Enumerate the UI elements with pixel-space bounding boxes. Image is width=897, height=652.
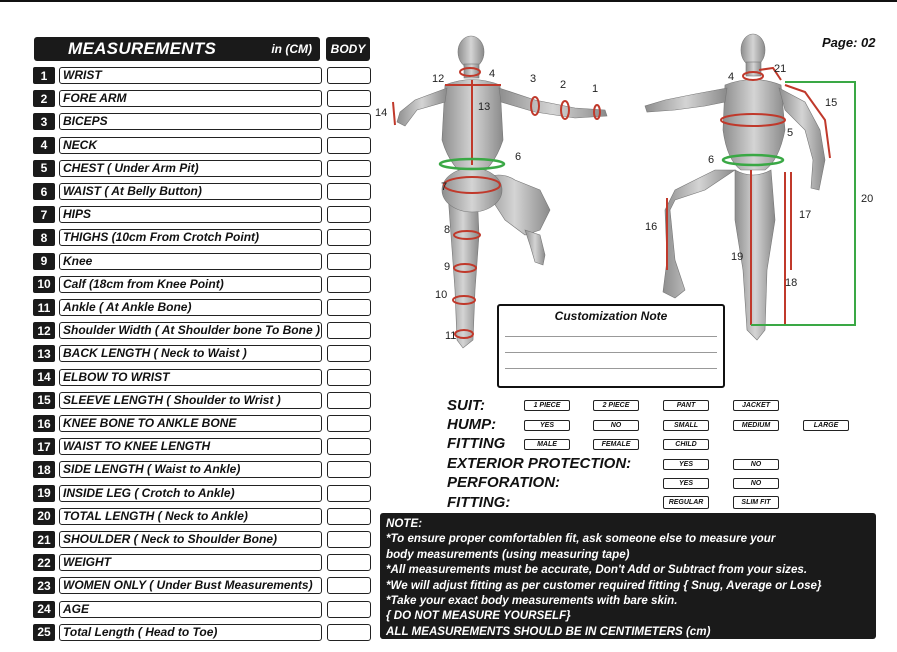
body-value-field[interactable] <box>327 415 371 432</box>
measurement-row <box>33 461 371 479</box>
body-value-field[interactable] <box>327 461 371 478</box>
fitting-option-regular[interactable]: REGULAR <box>663 496 709 509</box>
row-label: SIDE LENGTH ( Waist to Ankle) <box>59 461 322 478</box>
body-column-header: BODY <box>326 37 370 61</box>
measurement-row <box>33 276 371 294</box>
measurement-row <box>33 601 371 619</box>
fig-label: 8 <box>444 224 451 236</box>
body-value-field[interactable] <box>327 90 371 107</box>
row-label: BACK LENGTH ( Neck to Waist ) <box>59 345 322 362</box>
measurement-row <box>33 577 371 595</box>
row-number: 21 <box>33 531 55 548</box>
hump-option-small[interactable]: SMALL <box>663 420 709 431</box>
row-label: HIPS <box>59 206 322 223</box>
body-value-field[interactable] <box>327 229 371 246</box>
row-label: CHEST ( Under Arm Pit) <box>59 160 322 177</box>
row-label: TOTAL LENGTH ( Neck to Ankle) <box>59 508 322 525</box>
measurement-row <box>33 369 371 387</box>
row-number: 2 <box>33 90 55 107</box>
measurement-row <box>33 624 371 642</box>
exterior-option-yes[interactable]: YES <box>663 459 709 470</box>
body-value-field[interactable] <box>327 554 371 571</box>
fig-label: 12 <box>432 73 445 85</box>
row-label: Total Length ( Head to Toe) <box>59 624 322 641</box>
fitting-style-label: FITTING: <box>447 494 511 511</box>
fitting-option-female[interactable]: FEMALE <box>593 439 639 450</box>
fig-label: 6 <box>708 154 715 166</box>
body-value-field[interactable] <box>327 206 371 223</box>
measurement-row <box>33 299 371 317</box>
fig-label: 15 <box>825 97 838 109</box>
row-label: WAIST TO KNEE LENGTH <box>59 438 322 455</box>
header-title: MEASUREMENTS <box>68 39 217 58</box>
row-label: WEIGHT <box>59 554 322 571</box>
fig-label: 9 <box>444 261 451 273</box>
body-value-field[interactable] <box>327 67 371 84</box>
row-number: 6 <box>33 183 55 200</box>
exterior-protection-label: EXTERIOR PROTECTION: <box>447 455 632 472</box>
fig-label: 19 <box>731 251 744 263</box>
perforation-option-yes[interactable]: YES <box>663 478 709 489</box>
row-number: 9 <box>33 253 55 270</box>
row-label: Calf (18cm from Knee Point) <box>59 276 322 293</box>
measurement-row <box>33 322 371 340</box>
fig-label: 21 <box>774 63 787 75</box>
hump-option-no[interactable]: NO <box>593 420 639 431</box>
row-number: 15 <box>33 392 55 409</box>
body-value-field[interactable] <box>327 276 371 293</box>
page-number: Page: 02 <box>822 35 876 50</box>
back-view-figure <box>397 36 607 348</box>
row-number: 18 <box>33 461 55 478</box>
body-value-field[interactable] <box>327 253 371 270</box>
fig-label: 10 <box>435 289 448 301</box>
suit-option-jacket[interactable]: JACKET <box>733 400 779 411</box>
row-label: WAIST ( At Belly Button) <box>59 183 322 200</box>
row-number: 8 <box>33 229 55 246</box>
row-label: FORE ARM <box>59 90 322 107</box>
top-rule <box>0 0 897 2</box>
row-number: 13 <box>33 345 55 362</box>
measurement-row <box>33 485 371 503</box>
body-value-field[interactable] <box>327 624 371 641</box>
fitting-label: FITTING <box>447 435 506 452</box>
measurement-row <box>33 438 371 456</box>
row-label: WRIST <box>59 67 322 84</box>
fig-label: 17 <box>799 209 812 221</box>
perforation-option-no[interactable]: NO <box>733 478 779 489</box>
body-value-field[interactable] <box>327 485 371 502</box>
body-value-field[interactable] <box>327 508 371 525</box>
front-view-figure <box>645 34 825 340</box>
fig-label: 4 <box>489 68 496 80</box>
note-line-5: *Take your exact body measurements with bare skin. <box>386 594 678 608</box>
note-line-0: NOTE: <box>386 517 423 530</box>
row-number: 7 <box>33 206 55 223</box>
fig-label: 5 <box>787 127 794 139</box>
row-label: INSIDE LEG ( Crotch to Ankle) <box>59 485 322 502</box>
row-number: 10 <box>33 276 55 293</box>
row-number: 3 <box>33 113 55 130</box>
row-number: 4 <box>33 137 55 154</box>
row-number: 22 <box>33 554 55 571</box>
fitting-option-child[interactable]: CHILD <box>663 439 709 450</box>
row-label: THIGHS (10cm From Crotch Point) <box>59 229 322 246</box>
measurement-row <box>33 67 371 85</box>
measurement-row <box>33 253 371 271</box>
fig-label: 13 <box>478 101 491 113</box>
row-label: BICEPS <box>59 113 322 130</box>
fitting-option-slim[interactable]: SLIM FIT <box>733 496 779 509</box>
body-value-field[interactable] <box>327 160 371 177</box>
measurement-row <box>33 392 371 410</box>
fig-label: 11 <box>445 330 457 342</box>
measurement-row <box>33 554 371 572</box>
hump-option-large[interactable]: LARGE <box>803 420 849 431</box>
row-number: 12 <box>33 322 55 339</box>
fig-label: 16 <box>645 221 658 233</box>
measurement-row <box>33 206 371 224</box>
row-number: 5 <box>33 160 55 177</box>
body-value-field[interactable] <box>327 369 371 386</box>
hump-option-medium[interactable]: MEDIUM <box>733 420 779 431</box>
exterior-option-no[interactable]: NO <box>733 459 779 470</box>
fig-label: 7 <box>441 181 448 193</box>
row-number: 25 <box>33 624 55 641</box>
row-number: 19 <box>33 485 55 502</box>
fig-label: 6 <box>515 151 522 163</box>
row-number: 16 <box>33 415 55 432</box>
row-number: 17 <box>33 438 55 455</box>
body-value-field[interactable] <box>327 392 371 409</box>
body-value-field[interactable] <box>327 438 371 455</box>
row-label: NECK <box>59 137 322 154</box>
measurement-row <box>33 345 371 363</box>
row-label: Ankle ( At Ankle Bone) <box>59 299 322 316</box>
measurement-row <box>33 137 371 155</box>
measurement-row <box>33 508 371 526</box>
fig-label: 3 <box>530 73 537 85</box>
row-label: WOMEN ONLY ( Under Bust Measurements) <box>59 577 322 594</box>
perforation-label: PERFORATION: <box>447 474 561 491</box>
customization-note-box[interactable] <box>497 304 725 388</box>
fig-label: 4 <box>728 71 735 83</box>
fitting-option-male[interactable]: MALE <box>524 439 570 450</box>
hump-option-yes[interactable]: YES <box>524 420 570 431</box>
measurement-row <box>33 229 371 247</box>
customization-note-title: Customization Note <box>554 309 668 323</box>
row-label: Shoulder Width ( At Shoulder bone To Bone ) <box>59 322 322 339</box>
measurement-row <box>33 183 371 201</box>
note-line <box>505 352 717 353</box>
measurement-row <box>33 113 371 131</box>
note-line-1: *To ensure proper comfortablen fit, ask someone else to measure your <box>386 532 776 546</box>
fig-label: 2 <box>560 79 567 91</box>
measurement-row <box>33 90 371 108</box>
row-label: ELBOW TO WRIST <box>59 369 322 386</box>
note-line-4: *We will adjust fitting as per customer required fitting { Snug, Average or Lose} <box>386 578 822 592</box>
body-value-field[interactable] <box>327 183 371 200</box>
body-value-field[interactable] <box>327 345 371 362</box>
header-unit: in (CM) <box>271 42 312 56</box>
instructions-note <box>380 513 876 639</box>
row-label: SHOULDER ( Neck to Shoulder Bone) <box>59 531 322 548</box>
suit-option-pant[interactable]: PANT <box>663 400 709 411</box>
suit-label: SUIT: <box>447 397 486 414</box>
note-line-6: { DO NOT MEASURE YOURSELF} <box>386 609 571 623</box>
fig-label: 20 <box>861 193 874 205</box>
body-value-field[interactable] <box>327 577 371 594</box>
body-value-field[interactable] <box>327 113 371 130</box>
body-value-field[interactable] <box>327 531 371 548</box>
row-number: 1 <box>33 67 55 84</box>
note-line-3: *All measurements must be accurate, Don't Add or Subtract from your sizes. <box>386 563 808 577</box>
measurements-header <box>34 37 320 61</box>
suit-option-2piece[interactable]: 2 PIECE <box>593 400 639 411</box>
note-line <box>505 368 717 369</box>
row-label: KNEE BONE TO ANKLE BONE <box>59 415 322 432</box>
fig-label: 18 <box>785 277 798 289</box>
body-value-field[interactable] <box>327 601 371 618</box>
row-number: 14 <box>33 369 55 386</box>
measurement-row <box>33 415 371 433</box>
body-value-field[interactable] <box>327 137 371 154</box>
body-value-field[interactable] <box>327 322 371 339</box>
row-label: Knee <box>59 253 322 270</box>
suit-option-1piece[interactable]: 1 PIECE <box>524 400 570 411</box>
note-line-2: body measurements (using measuring tape) <box>386 547 630 561</box>
fig-label: 14 <box>375 107 388 119</box>
measurement-row <box>33 531 371 549</box>
row-number: 24 <box>33 601 55 618</box>
hump-label: HUMP: <box>447 416 497 433</box>
row-label: SLEEVE LENGTH ( Shoulder to Wrist ) <box>59 392 322 409</box>
note-line <box>505 336 717 337</box>
elbow-wrist-line <box>393 102 395 125</box>
measurement-row <box>33 160 371 178</box>
row-label: AGE <box>59 601 322 618</box>
row-number: 20 <box>33 508 55 525</box>
note-line-7: ALL MEASUREMENTS SHOULD BE IN CENTIMETERS (cm) <box>386 624 711 638</box>
row-number: 11 <box>33 299 55 316</box>
fig-label: 1 <box>592 83 599 95</box>
row-number: 23 <box>33 577 55 594</box>
body-value-field[interactable] <box>327 299 371 316</box>
